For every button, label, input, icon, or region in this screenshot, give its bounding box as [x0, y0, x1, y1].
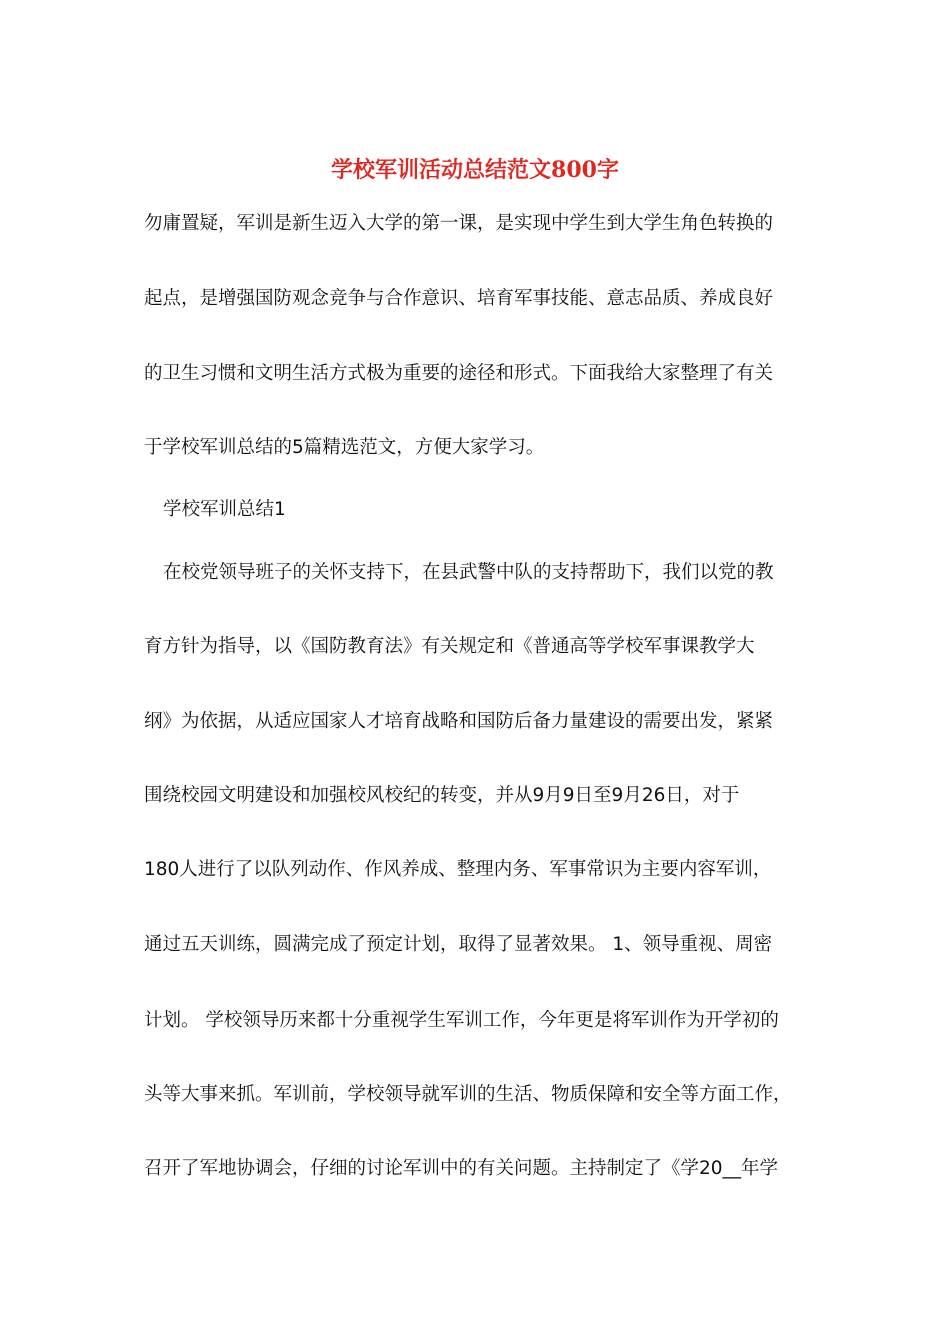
paragraph-line-1: 勿庸置疑，军训是新生迈入大学的第一课，是实现中学生到大学生角色转换的 [144, 213, 774, 234]
paragraph-line-11: 计划。 学校领导历来都十分重视学生军训工作，今年更是将军训作为开学初的 [144, 1010, 779, 1031]
paragraph-line-7: 纲》为依据，从适应国家人才培育战略和国防后备力量建设的需要出发，紧紧 [144, 711, 774, 732]
paragraph-line-3: 的卫生习惯和文明生活方式极为重要的途径和形式。下面我给大家整理了有关 [144, 363, 774, 384]
paragraph-line-4: 于学校军训总结的5篇精选范文，方便大家学习。 [144, 437, 545, 458]
paragraph-line-9: 180人进行了以队列动作、作风养成、整理内务、军事常识为主要内容军训， [144, 859, 772, 880]
paragraph-line-12: 头等大事来抓。军训前，学校领导就军训的生活、物质保障和安全等方面工作， [144, 1084, 792, 1105]
paragraph-line-10: 通过五天训练，圆满完成了预定计划，取得了显著效果。 1、领导重视、周密 [144, 934, 773, 955]
section-heading: 学校军训总结1 [163, 499, 286, 520]
paragraph-line-13: 召开了军地协调会，仔细的讨论军训中的有关问题。主持制定了《学20__年学 [144, 1158, 779, 1179]
paragraph-line-6: 育方针为指导，以《国防教育法》有关规定和《普通高等学校军事课教学大 [144, 636, 755, 657]
paragraph-line-2: 起点，是增强国防观念竞争与合作意识、培育军事技能、意志品质、养成良好 [144, 288, 774, 309]
paragraph-line-8: 围绕校园文明建设和加强校风校纪的转变，并从9月9日至9月26日，对于 [144, 785, 740, 806]
paragraph-line-5: 在校党领导班子的关怀支持下，在县武警中队的支持帮助下，我们以党的教 [163, 562, 774, 583]
document-title: 学校军训活动总结范文800字 [331, 157, 619, 183]
